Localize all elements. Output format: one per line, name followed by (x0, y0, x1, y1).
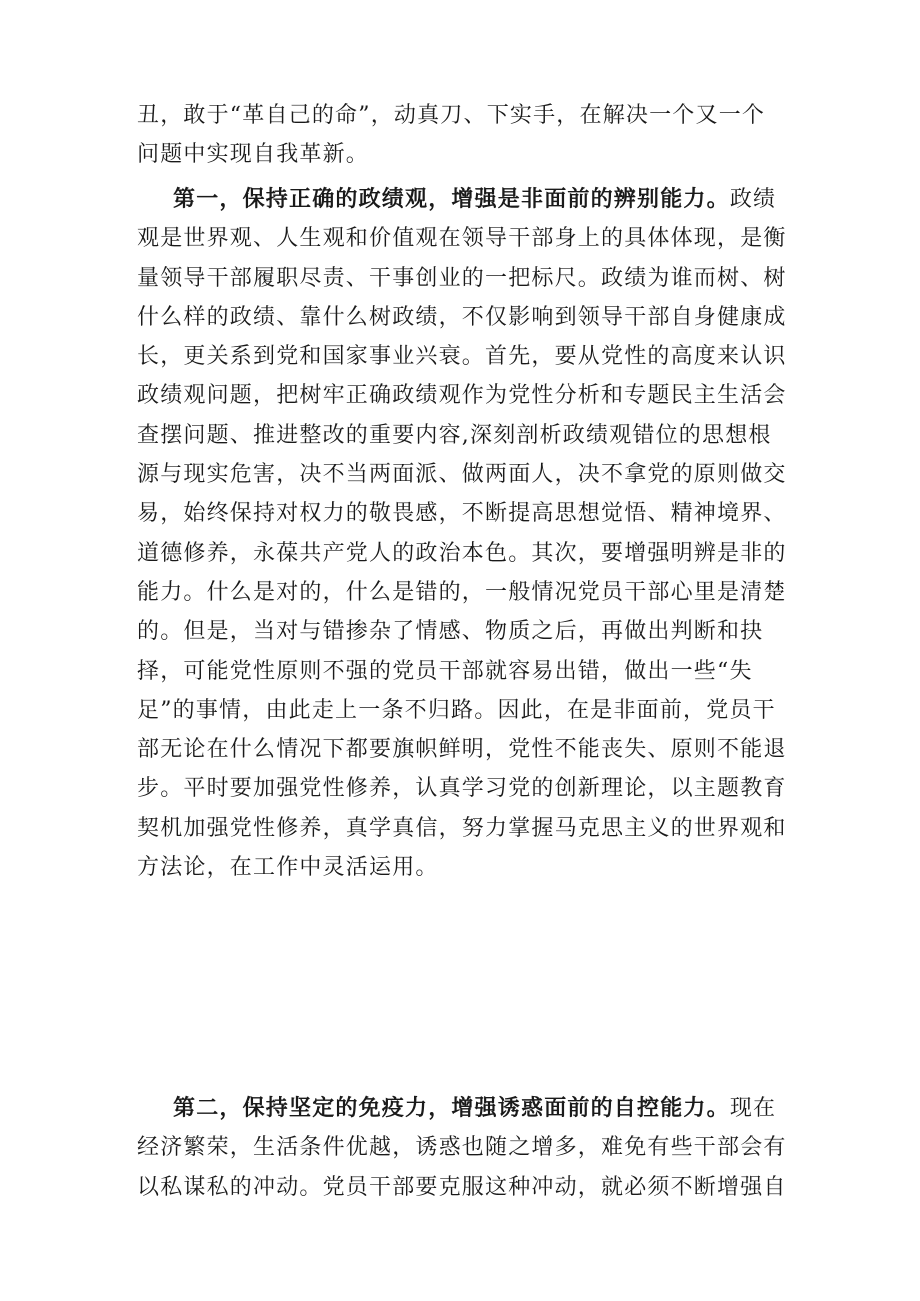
text-line: 以私谋私的冲动。党员干部要克服这种冲动，就必须不断增强自 (137, 1174, 787, 1200)
section-two-first-line (137, 1089, 793, 1128)
text-line: 政绩观问题，把树牢正确政绩观作为党性分析和专题民主生活会 (137, 383, 787, 409)
intro-paragraph (137, 96, 793, 175)
section-one-paragraph (137, 180, 793, 887)
text-line: 经济繁荣，生活条件优越，诱惑也随之增多，难免有些干部会有 (137, 1135, 787, 1161)
section-two-heading: 第二，保持坚定的免疫力，增强诱惑面前的自控能力。 (173, 1095, 730, 1121)
section-two-paragraph (137, 1089, 793, 1207)
text-line: 方法论，在工作中灵活运用。 (137, 855, 439, 881)
text-line: 的。但是，当对与错掺杂了情感、物质之后，再做出判断和抉 (137, 619, 764, 645)
text-line: 道德修养，永葆共产党人的政治本色。其次，要增强明辨是非的 (137, 540, 787, 566)
text-line: 查摆问题、推进整改的重要内容,深刻剖析政绩观错位的思想根 (137, 422, 772, 448)
text-line: 什么样的政绩、靠什么树政绩，不仅影响到领导干部自身健康成 (137, 304, 787, 330)
text-line: 量领导干部履职尽责、干事创业的一把标尺。政绩为谁而树、树 (137, 265, 787, 291)
section-two-first-line-rest: 现在 (729, 1096, 777, 1121)
text-line: 长，更关系到党和国家事业兴衰。首先，要从党性的高度来认识 (137, 344, 787, 370)
text-line: 步。平时要加强党性修养，认真学习党的创新理论，以主题教育 (137, 776, 787, 802)
text-line: 能力。什么是对的，什么是错的，一般情况党员干部心里是清楚 (137, 579, 787, 605)
section-one-heading: 第一，保持正确的政绩观，增强是非面前的辨别能力。 (173, 186, 730, 212)
text-line: 观是世界观、人生观和价值观在领导干部身上的具体体现，是衡 (137, 226, 787, 252)
text-line: 源与现实危害，决不当两面派、做两面人，决不拿党的原则做交 (137, 462, 787, 488)
text-line: 择，可能党性原则不强的党员干部就容易出错，做出一些“失 (137, 658, 753, 684)
text-line: 足”的事情，由此走上一条不归路。因此，在是非面前，党员干 (137, 697, 776, 723)
section-one-first-line (137, 180, 793, 219)
text-line: 部无论在什么情况下都要旗帜鲜明，党性不能丧失、原则不能退 (137, 737, 787, 763)
section-one-first-line-rest: 政绩 (729, 187, 777, 212)
text-line: 契机加强党性修养，真学真信，努力掌握马克思主义的世界观和 (137, 815, 787, 841)
text-line: 易，始终保持对权力的敬畏感，不断提高思想觉悟、精神境界、 (137, 501, 787, 527)
text-line: 丑，敢于“革自己的命”，动真刀、下实手，在解决一个又一个 (137, 103, 766, 128)
text-line: 问题中实现自我革新。 (137, 142, 370, 168)
